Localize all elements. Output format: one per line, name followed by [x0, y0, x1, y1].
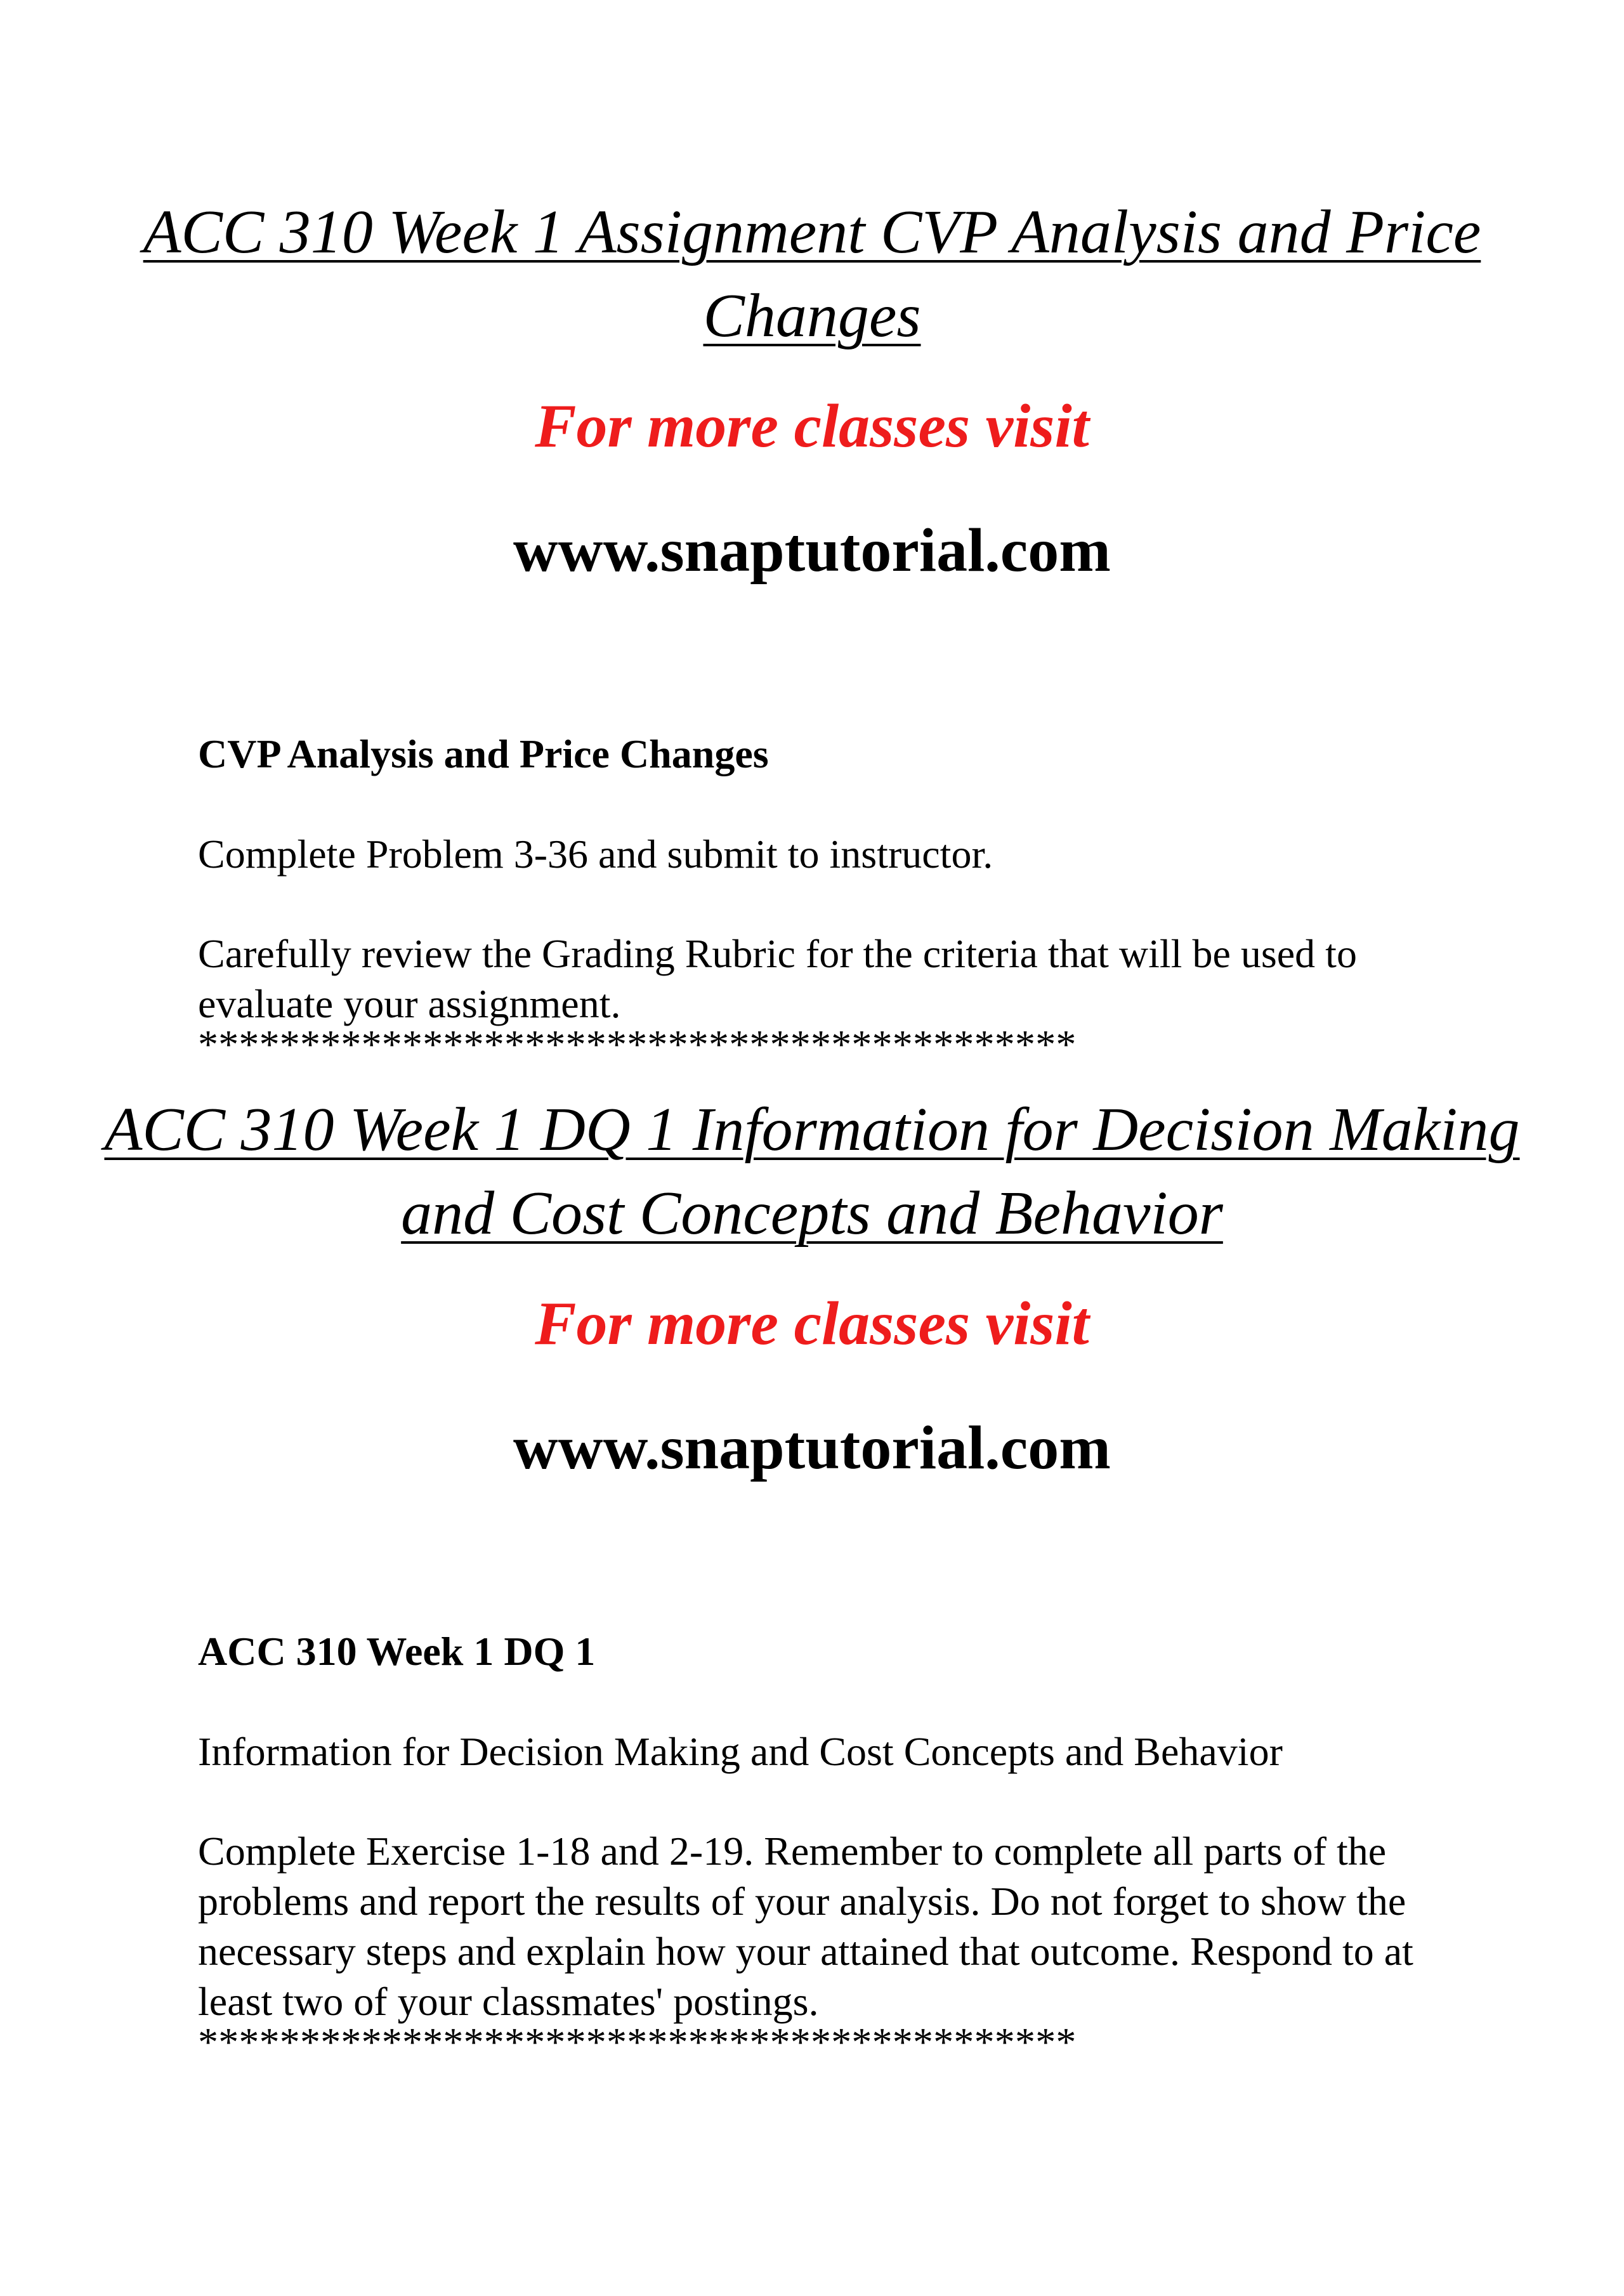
assignment-subheading: CVP Analysis and Price Changes [198, 731, 769, 776]
promo-text: For more classes visit [535, 1289, 1089, 1358]
separator-stars: ******************************************* [198, 2019, 1077, 2064]
dq-title: ACC 310 Week 1 DQ 1 Information for Decision Making and Cost Concepts and Behavior [104, 1095, 1520, 1248]
dq-section [0, 1088, 1624, 2064]
dq-paragraph-1: Information for Decision Making and Cost Concepts and Behavior [198, 1729, 1283, 1774]
assignment-body [198, 729, 1441, 1067]
site-link[interactable]: www.snaptutorial.com [513, 516, 1111, 585]
dq-subheading: ACC 310 Week 1 DQ 1 [198, 1629, 596, 1674]
site-link[interactable]: www.snaptutorial.com [513, 1414, 1111, 1482]
assignment-title: ACC 310 Week 1 Assignment CVP Analysis and Price Changes [143, 198, 1481, 350]
assignment-paragraph-2: Carefully review the Grading Rubric for the criteria that will be used to evaluate your assignment. [198, 931, 1357, 1026]
assignment-section [0, 190, 1624, 1067]
assignment-paragraph-1: Complete Problem 3-36 and submit to instructor. [198, 832, 993, 877]
dq-body [198, 1626, 1441, 2064]
promo-text: For more classes visit [535, 392, 1089, 460]
separator-stars: ******************************************* [198, 1022, 1077, 1067]
dq-paragraph-2: Complete Exercise 1-18 and 2-19. Remember to complete all parts of the problems and report the results of your analysis. Do not forget to show the necessary steps and explain how your attained that outcome. Respond to at least two of your classmates' postings. [198, 1829, 1413, 2024]
